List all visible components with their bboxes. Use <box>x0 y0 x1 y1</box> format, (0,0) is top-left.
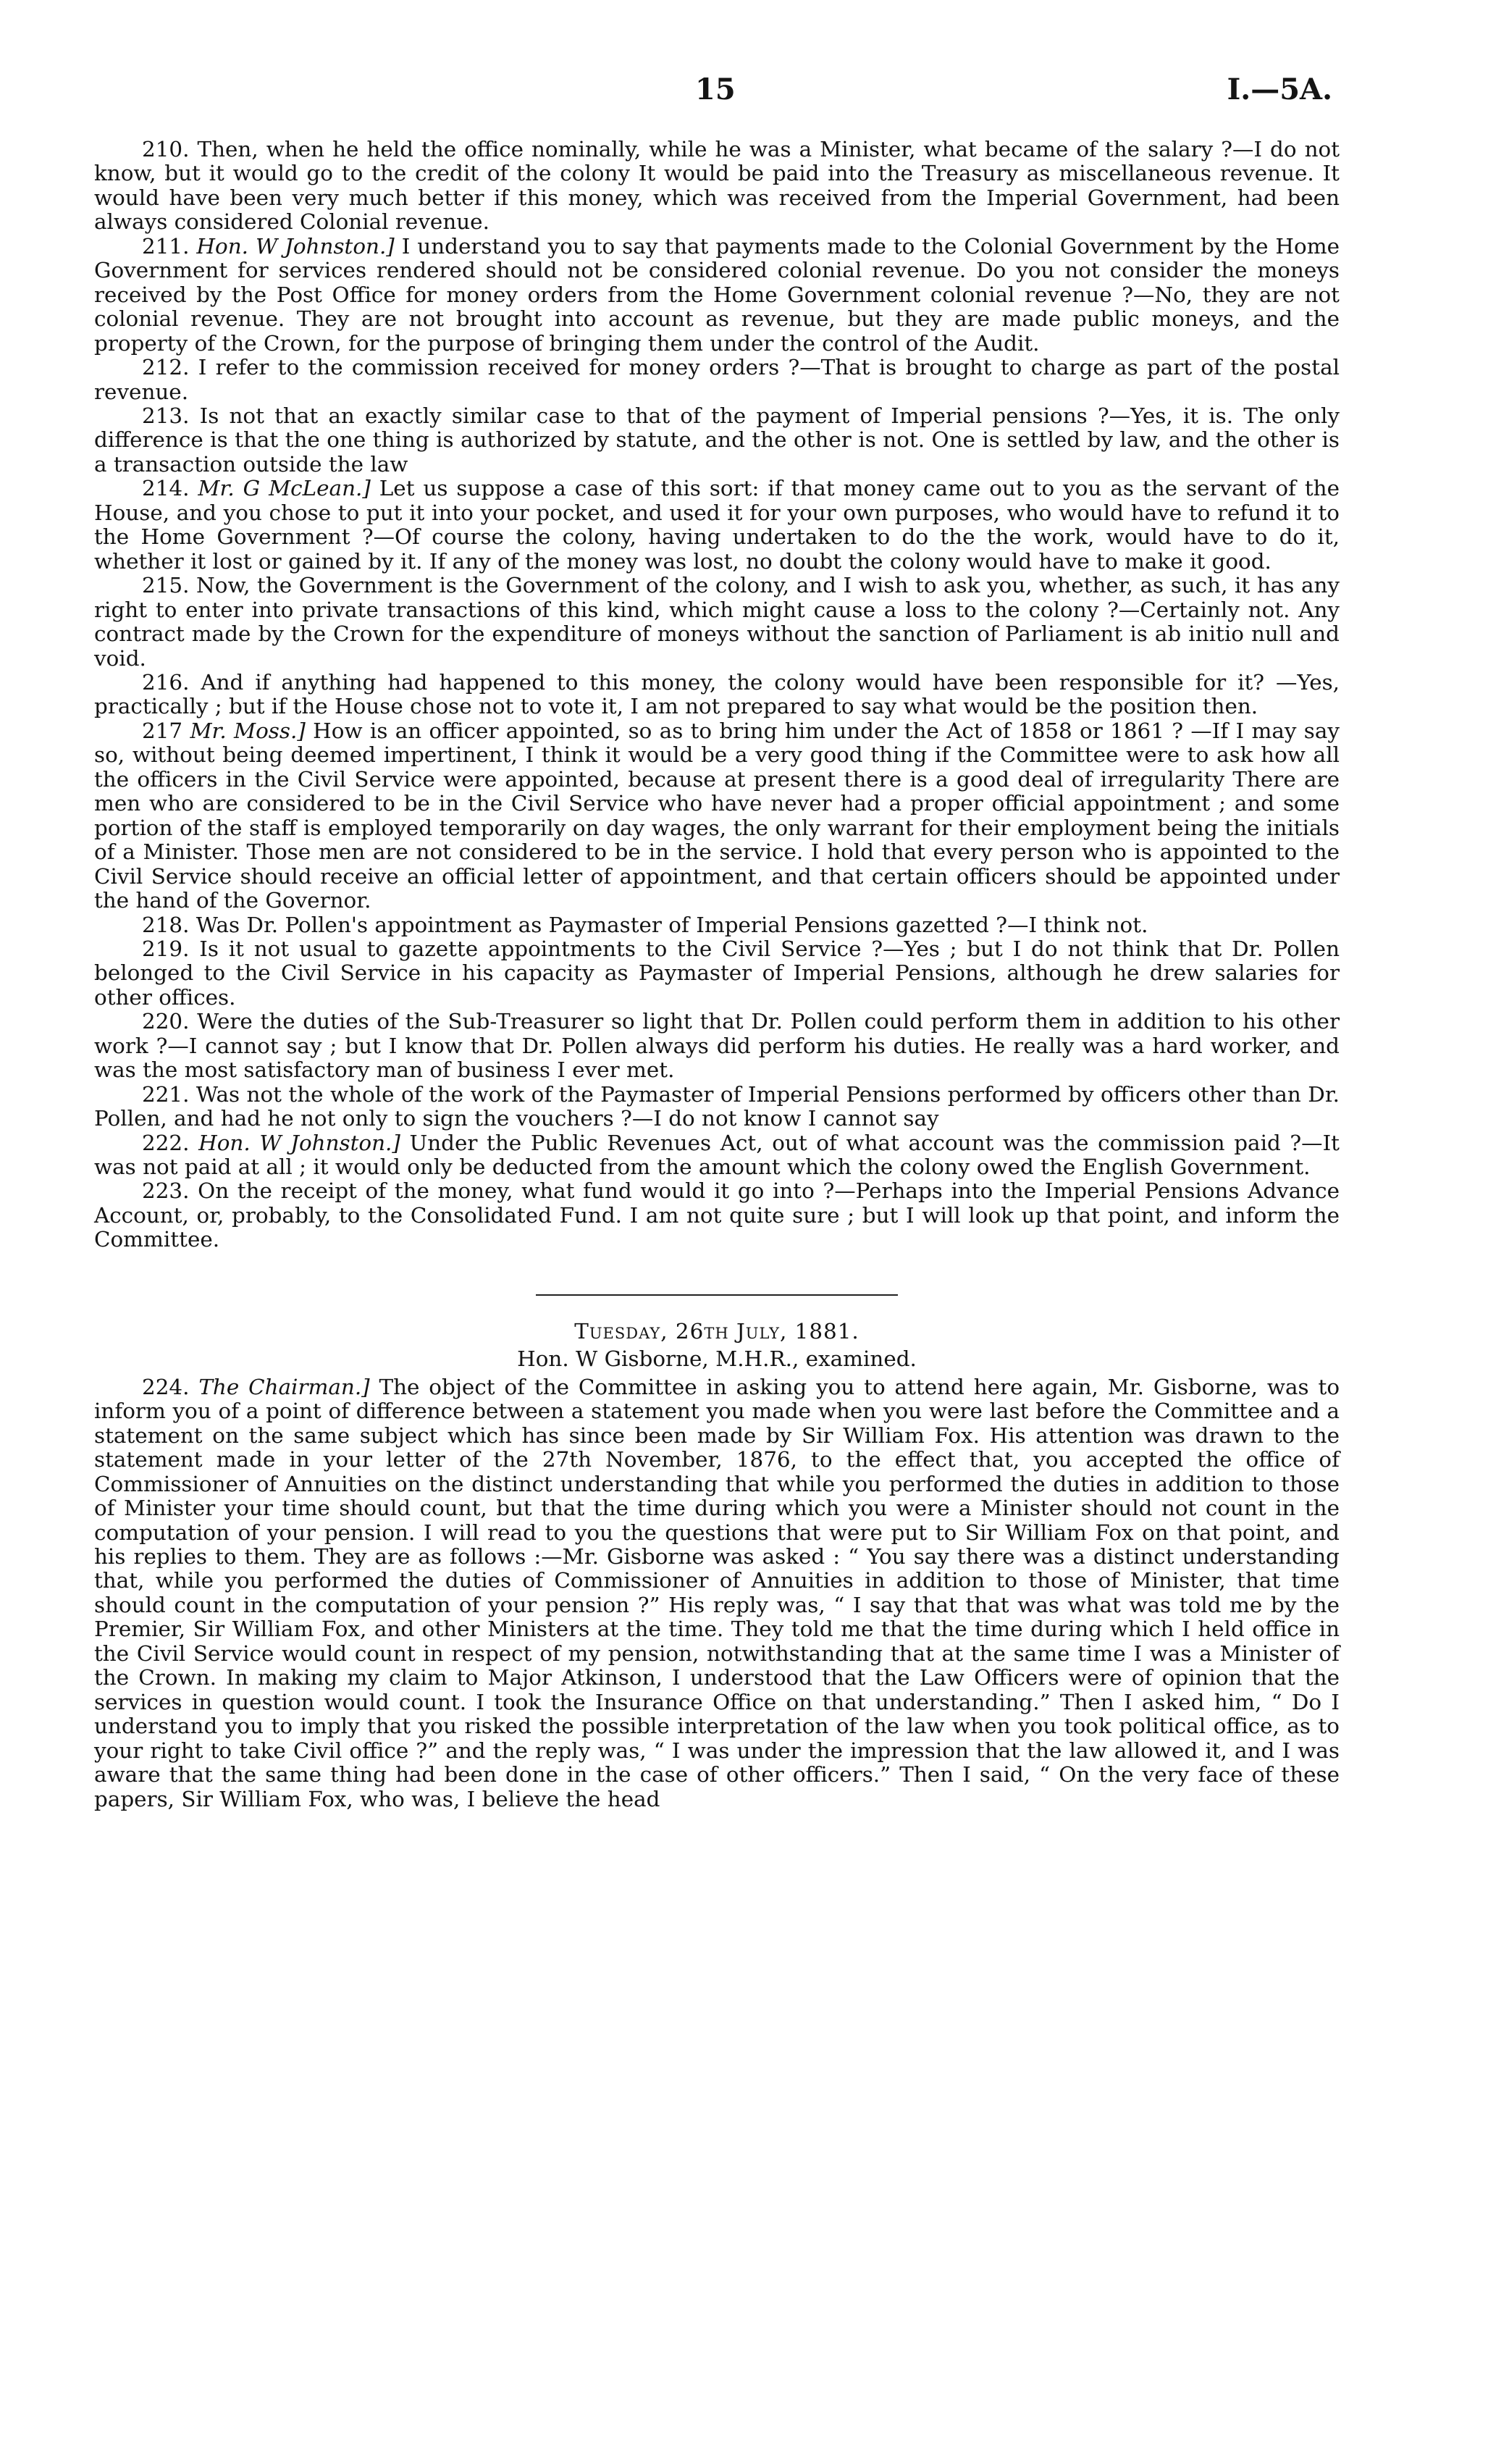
question-number: 223. <box>142 1178 190 1204</box>
evidence-paragraph <box>94 1010 1340 1082</box>
evidence-paragraph <box>94 937 1340 1010</box>
paragraph-text: Was Dr. Pollen's appointment as Paymaster of Imperial Pensions gazetted ?—I think not. <box>196 912 1148 937</box>
question-number: 214. <box>142 476 190 501</box>
paragraph-text: I understand you to say that payments made to the Colonial Government by the Home Government for services rendered should not be considered colonial revenue. Do you not consider the moneys received by the Post Office for money orders from the Home Government colonial revenue ?—No, they are not colonial revenue. They are not brought into account as revenue, but they are made public moneys, and the property of the Crown, for the purpose of bringing them under the control of the Audit. <box>94 233 1340 356</box>
evidence-body <box>94 138 1340 1811</box>
page-header <box>94 72 1340 116</box>
question-number: 224. <box>142 1374 190 1399</box>
speaker-name: Mr. G McLean.] <box>198 476 371 501</box>
document-reference: I.—5A. <box>1227 72 1332 106</box>
question-number: 215. <box>142 573 190 598</box>
evidence-paragraph <box>94 1131 1340 1180</box>
question-number: 211. <box>142 233 190 259</box>
question-number: 218. <box>142 912 190 937</box>
question-number: 213. <box>142 403 190 428</box>
evidence-paragraph <box>94 574 1340 671</box>
evidence-paragraph <box>94 913 1340 937</box>
question-number: 222. <box>142 1130 190 1155</box>
paragraph-text: And if anything had happened to this money, the colony would have been responsible for it? —Yes, practically ; but if the House chose not to vote it, I am not prepared to say what would be the position then. <box>94 669 1340 719</box>
evidence-paragraph <box>94 1375 1340 1811</box>
paragraph-text: I refer to the commission received for money orders ?—That is brought to charge as part of the postal revenue. <box>94 355 1340 404</box>
speaker-name: The Chairman.] <box>198 1374 370 1399</box>
paragraph-text: On the receipt of the money, what fund would it go into ?—Perhaps into the Imperial Pensions Advance Account, or, probably, to the Consolidated Fund. I am not quite sure ; but I will look up that point, and inform the Committee. <box>94 1178 1340 1252</box>
paragraph-text: The object of the Committee in asking you to attend here again, Mr. Gisborne, was to inform you of a point of difference between a statement you made when you were last before the Committee and a statement on the same subject which has since been made by Sir William Fox. His attention was drawn to the statement made in your letter of the 27th November, 1876, to the effect that, you accepted the office of Commissioner of Annuities on the distinct understanding that while you performed the duties in addition to those of Minister your time should count, but that the time during which you were a Minister should not count in the computation of your pension. I will read to you the questions that were put to Sir William Fox on that point, and his replies to them. They are as follows :—Mr. Gisborne was asked : “ You say there was a distinct understanding that, while you performed the duties of Commissioner of Annuities in addition to those of Minister, that time should count in the computation of your pension ?” His reply was, “ I say that that was what was told me by the Premier, Sir William Fox, and other Ministers at the time. They told me that the time during which I held office in the Civil Service would count in respect of my pension, notwithstanding that at the same time I was a Minister of the Crown. In making my claim to Major Atkinson, I understood that the Law Officers were of opinion that the services in question would count. I took the Insurance Office on that understanding.” Then I asked him, “ Do I understand you to imply that you risked the possible interpretation of the law when you took political office, as to your right to take Civil office ?” and the reply was, “ I was under the impression that the law allowed it, and I was aware that the same thing had been done in the case of other officers.” Then I said, “ On the very face of these papers, Sir William Fox, who was, I believe the head <box>94 1374 1340 1811</box>
paragraph-text: Let us suppose a case of this sort: if that money came out to you as the servant of the House, and you chose to put it into your pocket, and used it for your own purposes, who would have to refund it to the Home Government ?—Of course the colony, having undertaken to do the the work, would have to do it, whether it lost or gained by it. If any of the money was lost, no doubt the colony would have to make it good. <box>94 476 1340 574</box>
evidence-before <box>94 138 1340 1252</box>
question-number: 221. <box>142 1081 190 1107</box>
question-number: 220. <box>142 1009 190 1034</box>
evidence-paragraph <box>94 356 1340 404</box>
paragraph-text: Then, when he held the office nominally, while he was a Minister, what became of the salary ?—I do not know, but it would go to the credit of the colony It would be paid into the Treasury as miscellaneous revenue. It would have been very much better if this money, which was received from the Imperial Government, had been always considered Colonial revenue. <box>94 137 1340 235</box>
question-number: 216. <box>142 669 190 695</box>
speaker-name: Hon. W Johnston.] <box>198 1130 400 1155</box>
evidence-paragraph <box>94 404 1340 477</box>
paragraph-text: Is not that an exactly similar case to that of the payment of Imperial pensions ?—Yes, it is. The only difference is that the one thing is authorized by statute, and the other is not. One is settled by law, and the other is a transaction outside the law <box>94 403 1340 477</box>
evidence-paragraph <box>94 477 1340 574</box>
evidence-paragraph <box>94 138 1340 235</box>
evidence-paragraph <box>94 1083 1340 1131</box>
question-number: 210. <box>142 137 190 162</box>
page-number: 15 <box>695 72 736 106</box>
evidence-paragraph <box>94 719 1340 913</box>
paragraph-text: Were the duties of the Sub-Treasurer so light that Dr. Pollen could perform them in addition to his other work ?—I cannot say ; but I know that Dr. Pollen always did perform his duties. He really was a hard worker, and was the most satisfactory man of business I ever met. <box>94 1009 1340 1083</box>
paragraph-text: Was not the whole of the work of the Paymaster of Imperial Pensions performed by officers other than Dr. Pollen, and had he not only to sign the vouchers ?—I do not know I cannot say <box>94 1081 1340 1131</box>
evidence-paragraph <box>94 671 1340 719</box>
paragraph-text: Now, the Government is the Government of the colony, and I wish to ask you, whether, as such, it has any right to enter into private transactions of this kind, which might cause a loss to the colony ?—Certainly not. Any contract made by the Crown for the expenditure of moneys without the sanction of Parliament is ab initio null and void. <box>94 573 1340 671</box>
question-number: 217 <box>142 718 183 743</box>
speaker-name: Hon. W Johnston.] <box>196 233 395 259</box>
paragraph-text: Under the Public Revenues Act, out of what account was the commission paid ?—It was not paid at all ; it would only be deducted from the amount which the colony owed the English Government. <box>94 1130 1340 1180</box>
evidence-paragraph <box>94 235 1340 356</box>
paragraph-text: Is it not usual to gazette appointments to the Civil Service ?—Yes ; but I do not think that Dr. Pollen belonged to the Civil Service in his capacity as Paymaster of Imperial Pensions, although he drew salaries for other offices. <box>94 936 1340 1010</box>
speaker-name: Mr. Moss.] <box>190 718 306 743</box>
evidence-paragraph <box>94 1179 1340 1252</box>
evidence-after <box>94 1375 1340 1811</box>
question-number: 219. <box>142 936 190 961</box>
witness-heading: Hon. W Gisborne, M.H.R., examined. <box>517 1346 917 1371</box>
paragraph-text: How is an officer appointed, so as to bring him under the Act of 1858 or 1861 ? —If I may say so, without being deemed impertinent, I think it would be a very good thing if the Committee were to ask how all the officers in the Civil Service were appointed, because at present there is a good deal of irregularity There are men who are considered to be in the Civil Service who have never had a proper official appointment ; and some portion of the staff is employed temporarily on day wages, the only warrant for their employment being the initials of a Minister. Those men are not considered to be in the service. I hold that every person who is appointed to the Civil Service should receive an official letter of appointment, and that certain officers should be appointed under the hand of the Governor. <box>94 718 1340 913</box>
session-date: Tuesday, 26th July, 1881. <box>574 1318 859 1344</box>
document-page <box>94 72 1340 2448</box>
question-number: 212. <box>142 355 190 380</box>
section-divider <box>536 1294 898 1296</box>
